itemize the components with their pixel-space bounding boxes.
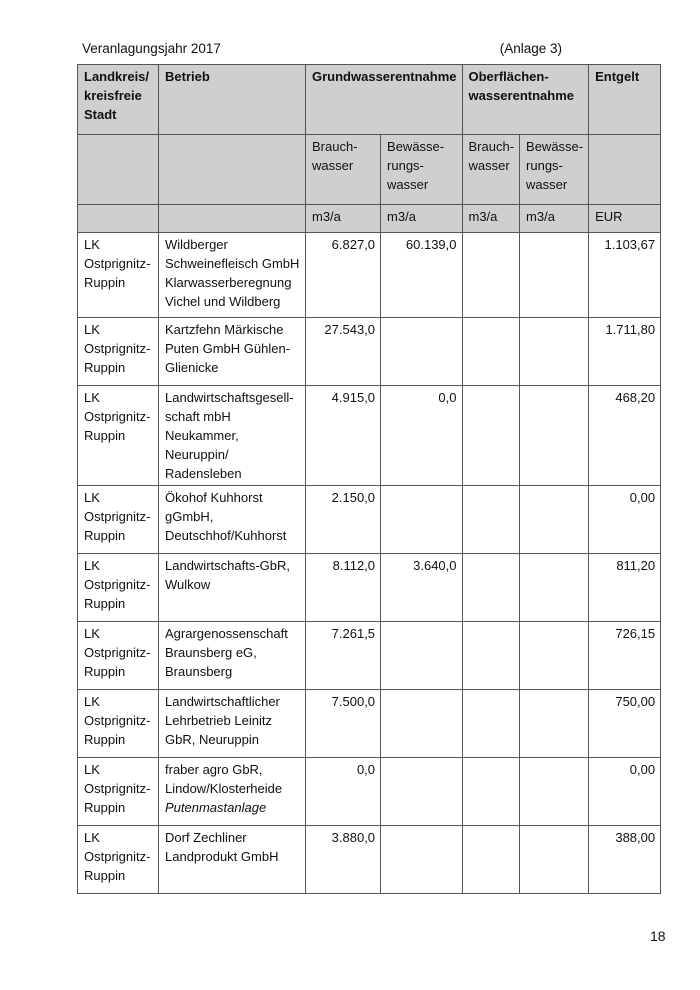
- cell-betrieb-text: fraber agro GbR, Lindow/Klosterheide: [165, 762, 283, 796]
- cell-gw-bewaesserungswasser: [381, 690, 462, 758]
- table-row: [78, 486, 661, 554]
- header-entgelt: Entgelt: [589, 65, 661, 135]
- cell-gw-brauchwasser-text: 0,0: [356, 762, 376, 777]
- cell-landkreis-text: LK Ostprignitz-Ruppin: [84, 390, 151, 443]
- cell-landkreis: [78, 826, 159, 894]
- cell-betrieb: [159, 386, 306, 486]
- cell-entgelt: [589, 826, 661, 894]
- header-grundwasser: Grundwasserentnahme: [306, 65, 463, 135]
- cell-gw-brauchwasser-text: 7.500,0: [331, 694, 376, 709]
- cell-ow-brauchwasser: [462, 622, 520, 690]
- cell-gw-brauchwasser: [306, 758, 381, 826]
- cell-entgelt-text: 811,20: [616, 558, 656, 573]
- cell-betrieb: [159, 318, 306, 386]
- table-row: [78, 622, 661, 690]
- unit-ow-bewaesserungswasser: m3/a: [520, 205, 589, 233]
- unit-ow-brauchwasser: m3/a: [462, 205, 520, 233]
- cell-betrieb-text: Agrargenossenschaft Braunsberg eG, Braunsberg: [165, 626, 288, 679]
- cell-ow-brauchwasser: [462, 758, 520, 826]
- cell-entgelt-text: 468,20: [615, 390, 656, 405]
- cell-betrieb: [159, 690, 306, 758]
- cell-entgelt-text: 0,00: [629, 490, 656, 505]
- cell-landkreis-text: LK Ostprignitz-Ruppin: [84, 694, 151, 747]
- cell-ow-brauchwasser: [462, 318, 520, 386]
- cell-gw-bewaesserungswasser-text: 60.139,0: [405, 237, 457, 252]
- cell-gw-brauchwasser: [306, 622, 381, 690]
- cell-gw-brauchwasser-text: 27.543,0: [324, 322, 376, 337]
- cell-gw-bewaesserungswasser: [381, 826, 462, 894]
- header-sub-empty: [589, 135, 661, 205]
- unit-empty: [159, 205, 306, 233]
- cell-ow-bewaesserungswasser: [520, 826, 589, 894]
- header-row-units: [78, 205, 661, 233]
- cell-landkreis: [78, 233, 159, 318]
- table-row: [78, 318, 661, 386]
- cell-gw-bewaesserungswasser: [381, 758, 462, 826]
- cell-ow-bewaesserungswasser: [520, 233, 589, 318]
- cell-gw-brauchwasser-text: 7.261,5: [331, 626, 376, 641]
- cell-ow-brauchwasser: [462, 386, 520, 486]
- cell-ow-brauchwasser: [462, 486, 520, 554]
- cell-betrieb: [159, 622, 306, 690]
- cell-betrieb: [159, 486, 306, 554]
- cell-gw-brauchwasser: [306, 386, 381, 486]
- cell-entgelt: [589, 318, 661, 386]
- cell-ow-bewaesserungswasser: [520, 486, 589, 554]
- table-row: [78, 233, 661, 318]
- cell-betrieb-note: Putenmastanlage: [165, 800, 267, 815]
- cell-betrieb-text: Landwirtschaftsgesell-schaft mbH Neukammer, Neuruppin/ Radensleben: [165, 390, 294, 481]
- unit-gw-bewaesserungswasser: m3/a: [381, 205, 462, 233]
- header-landkreis: Landkreis/ kreisfreie Stadt: [78, 65, 159, 135]
- cell-landkreis-text: LK Ostprignitz-Ruppin: [84, 626, 151, 679]
- cell-gw-bewaesserungswasser: [381, 486, 462, 554]
- cell-gw-brauchwasser-text: 3.880,0: [331, 830, 376, 845]
- cell-ow-bewaesserungswasser: [520, 554, 589, 622]
- page-header: [82, 41, 562, 56]
- cell-gw-brauchwasser-text: 4.915,0: [331, 390, 376, 405]
- cell-betrieb-text: Wildberger Schweinefleisch GmbH Klarwasserberegnung Vichel und Wildberg: [165, 237, 300, 309]
- table-row: [78, 386, 661, 486]
- annex-label: (Anlage 3): [499, 41, 562, 56]
- cell-ow-brauchwasser: [462, 826, 520, 894]
- page-number: 18: [650, 928, 666, 944]
- water-fee-table: [77, 64, 661, 894]
- cell-entgelt-text: 1.711,80: [605, 322, 656, 337]
- cell-landkreis: [78, 690, 159, 758]
- unit-gw-brauchwasser: m3/a: [306, 205, 381, 233]
- assessment-year: Veranlagungsjahr 2017: [82, 41, 221, 56]
- cell-entgelt: [589, 758, 661, 826]
- cell-landkreis: [78, 622, 159, 690]
- cell-betrieb-text: Landwirtschafts-GbR, Wulkow: [165, 558, 290, 592]
- cell-entgelt: [589, 486, 661, 554]
- cell-landkreis-text: LK Ostprignitz-Ruppin: [84, 558, 151, 611]
- cell-entgelt-text: 388,00: [615, 830, 656, 845]
- cell-ow-bewaesserungswasser: [520, 622, 589, 690]
- header-oberflaechenwasser: Oberflächen-wasserentnahme: [462, 65, 589, 135]
- header-gw-brauchwasser: Brauch-wasser: [306, 135, 381, 205]
- cell-gw-bewaesserungswasser: [381, 622, 462, 690]
- cell-gw-bewaesserungswasser: [381, 386, 462, 486]
- cell-landkreis-text: LK Ostprignitz-Ruppin: [84, 830, 151, 883]
- cell-betrieb: [159, 826, 306, 894]
- cell-entgelt-text: 0,00: [629, 762, 656, 777]
- cell-entgelt: [589, 386, 661, 486]
- cell-entgelt: [589, 690, 661, 758]
- cell-ow-bewaesserungswasser: [520, 318, 589, 386]
- cell-gw-bewaesserungswasser: [381, 233, 462, 318]
- cell-landkreis-text: LK Ostprignitz-Ruppin: [84, 762, 151, 815]
- cell-ow-brauchwasser: [462, 554, 520, 622]
- cell-gw-brauchwasser: [306, 690, 381, 758]
- cell-ow-brauchwasser: [462, 690, 520, 758]
- cell-landkreis: [78, 486, 159, 554]
- header-sub-empty: [78, 135, 159, 205]
- cell-gw-brauchwasser: [306, 826, 381, 894]
- cell-gw-brauchwasser: [306, 233, 381, 318]
- cell-landkreis: [78, 318, 159, 386]
- header-betrieb: Betrieb: [159, 65, 306, 135]
- cell-entgelt-text: 726,15: [615, 626, 656, 641]
- cell-gw-brauchwasser: [306, 318, 381, 386]
- table-row: [78, 758, 661, 826]
- cell-ow-bewaesserungswasser: [520, 386, 589, 486]
- header-ow-bewaesserungswasser: Bewässe-rungs-wasser: [520, 135, 589, 205]
- cell-betrieb-text: Ökohof Kuhhorst gGmbH, Deutschhof/Kuhhorst: [165, 490, 287, 543]
- cell-gw-brauchwasser-text: 6.827,0: [331, 237, 376, 252]
- header-gw-bewaesserungswasser: Bewässe-rungs-wasser: [381, 135, 462, 205]
- header-row-sub: [78, 135, 661, 205]
- header-row-main: [78, 65, 661, 135]
- cell-entgelt-text: 1.103,67: [604, 237, 656, 252]
- cell-landkreis: [78, 554, 159, 622]
- cell-landkreis: [78, 386, 159, 486]
- cell-betrieb-text: Dorf Zechliner Landprodukt GmbH: [165, 830, 279, 864]
- cell-gw-brauchwasser-text: 8.112,0: [332, 558, 376, 573]
- cell-landkreis-text: LK Ostprignitz-Ruppin: [84, 237, 151, 290]
- unit-entgelt: EUR: [589, 205, 661, 233]
- cell-landkreis-text: LK Ostprignitz-Ruppin: [84, 322, 151, 375]
- cell-gw-bewaesserungswasser-text: 3.640,0: [413, 558, 457, 573]
- cell-entgelt-text: 750,00: [615, 694, 656, 709]
- table-row: [78, 554, 661, 622]
- table-row: [78, 690, 661, 758]
- cell-gw-bewaesserungswasser: [381, 554, 462, 622]
- cell-gw-bewaesserungswasser-text: 0,0: [438, 390, 457, 405]
- unit-empty: [78, 205, 159, 233]
- cell-gw-brauchwasser: [306, 554, 381, 622]
- cell-gw-brauchwasser: [306, 486, 381, 554]
- cell-entgelt: [589, 554, 661, 622]
- cell-ow-bewaesserungswasser: [520, 758, 589, 826]
- cell-entgelt: [589, 622, 661, 690]
- header-ow-brauchwasser: Brauch-wasser: [462, 135, 520, 205]
- cell-landkreis: [78, 758, 159, 826]
- cell-gw-brauchwasser-text: 2.150,0: [331, 490, 376, 505]
- cell-entgelt: [589, 233, 661, 318]
- table-row: [78, 826, 661, 894]
- cell-ow-brauchwasser: [462, 233, 520, 318]
- cell-betrieb-text: Kartzfehn Märkische Puten GmbH Gühlen-Glienicke: [165, 322, 291, 375]
- cell-betrieb: [159, 758, 306, 826]
- cell-ow-bewaesserungswasser: [520, 690, 589, 758]
- header-sub-empty: [159, 135, 306, 205]
- cell-betrieb: [159, 554, 306, 622]
- cell-betrieb-text: Landwirtschaftlicher Lehrbetrieb Leinitz GbR, Neuruppin: [165, 694, 280, 747]
- cell-landkreis-text: LK Ostprignitz-Ruppin: [84, 490, 151, 543]
- cell-gw-bewaesserungswasser: [381, 318, 462, 386]
- cell-betrieb: [159, 233, 306, 318]
